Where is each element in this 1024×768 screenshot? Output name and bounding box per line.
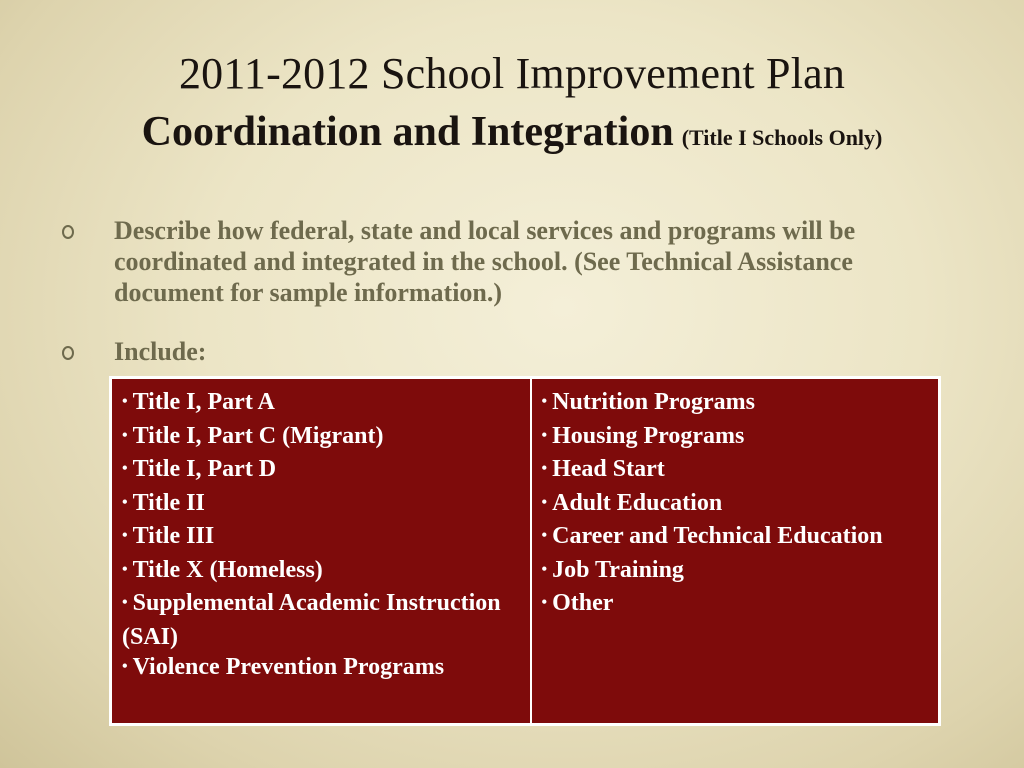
- bullet-dot-icon: •: [122, 393, 128, 410]
- list-item: [542, 421, 929, 455]
- list-item-text: Violence Prevention Programs: [132, 654, 445, 680]
- list-item-text: Supplemental Academic Instruction (SAI): [122, 590, 501, 650]
- list-item: [122, 387, 520, 421]
- bullet-dot-icon: •: [541, 460, 548, 477]
- circle-bullet-icon: [62, 225, 74, 239]
- list-item-text: Title I, Part C (Migrant): [132, 422, 384, 449]
- list-item-text: Head Start: [552, 456, 665, 482]
- bullet-dot-icon: •: [541, 493, 548, 511]
- list-item: [122, 488, 520, 522]
- bullet-dot-icon: •: [541, 560, 548, 578]
- subtitle-main: Coordination and Integration: [141, 109, 674, 155]
- list-item-text: Title X (Homeless): [132, 556, 323, 583]
- subtitle-qualifier: (Title I Schools Only): [681, 125, 883, 150]
- bullet-text: Include:: [114, 337, 207, 366]
- bullet-dot-icon: •: [122, 527, 128, 544]
- bullet-item: [62, 215, 962, 308]
- list-item: [542, 488, 929, 522]
- list-item: [542, 555, 929, 589]
- list-item: [122, 652, 520, 686]
- slide-title: 2011-2012 School Improvement Plan: [178, 49, 846, 98]
- list-item-text: Title II: [132, 489, 205, 516]
- list-item: [122, 555, 520, 589]
- bullet-dot-icon: •: [122, 560, 128, 578]
- list-item: [122, 454, 520, 488]
- list-item: [542, 387, 929, 421]
- list-item-text: Nutrition Programs: [552, 389, 755, 415]
- list-item: [122, 421, 520, 455]
- list-item-text: Title I, Part A: [132, 389, 275, 415]
- list-item-text: Adult Education: [552, 489, 723, 516]
- bullet-dot-icon: •: [122, 426, 128, 444]
- bullet-dot-icon: •: [541, 393, 548, 410]
- bullet-dot-icon: •: [122, 658, 128, 675]
- list-item-text: Housing Programs: [552, 422, 745, 449]
- slide-subtitle: [0, 108, 1024, 156]
- list-item: [542, 588, 929, 622]
- bullet-text: Describe how federal, state and local services and programs will be coordinated and integrated in the school. (See Technical Assistance document for sample information.): [114, 216, 856, 307]
- list-item: [122, 521, 520, 555]
- bullet-dot-icon: •: [541, 527, 548, 544]
- table-cell-left: [111, 378, 531, 724]
- table-cell-right: [531, 378, 940, 724]
- circle-bullet-icon: [62, 346, 74, 360]
- bullet-dot-icon: •: [122, 594, 128, 611]
- bullet-dot-icon: •: [541, 426, 548, 444]
- bullet-list: [62, 215, 962, 395]
- bullet-item: [62, 336, 962, 367]
- list-item-text: Career and Technical Education: [552, 523, 883, 549]
- bullet-dot-icon: •: [122, 493, 128, 511]
- programs-table: [110, 377, 940, 725]
- list-item-text: Title I, Part D: [132, 456, 277, 482]
- list-item-text: Title III: [132, 523, 215, 549]
- list-item: [542, 454, 929, 488]
- list-item: [542, 521, 929, 555]
- list-item: [122, 588, 520, 652]
- table-row: [111, 378, 939, 724]
- list-item-text: Other: [552, 590, 614, 616]
- bullet-dot-icon: •: [541, 594, 548, 611]
- bullet-dot-icon: •: [122, 460, 128, 477]
- list-item-text: Job Training: [552, 556, 684, 583]
